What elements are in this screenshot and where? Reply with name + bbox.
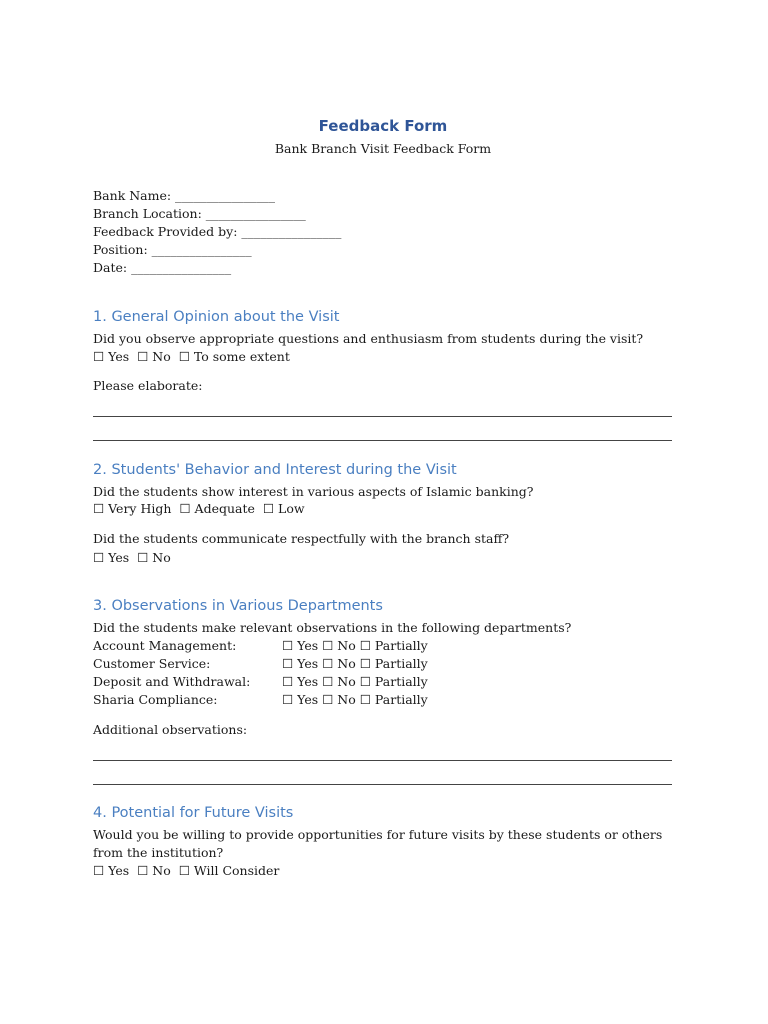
section-1-options[interactable]: ☐ Yes ☐ No ☐ To some extent xyxy=(93,349,290,364)
department-row xyxy=(93,674,250,690)
observations-line-2[interactable] xyxy=(93,784,672,785)
observations-line-1[interactable] xyxy=(93,760,672,761)
section-1-question: Did you observe appropriate questions and enthusiasm from students during the visit? xyxy=(93,331,644,346)
section-1-heading: 1. General Opinion about the Visit xyxy=(93,309,340,325)
section-2-options-1[interactable]: ☐ Very High ☐ Adequate ☐ Low xyxy=(93,501,305,516)
section-4-options[interactable]: ☐ Yes ☐ No ☐ Will Consider xyxy=(93,863,280,878)
section-2-question-1: Did the students show interest in various aspects of Islamic banking? xyxy=(93,484,534,499)
additional-observations-label: Additional observations: xyxy=(93,722,248,737)
department-label: Account Management: xyxy=(93,638,237,653)
section-2-question-2: Did the students communicate respectfully with the branch staff? xyxy=(93,531,510,546)
bank-name-field[interactable]: Bank Name: ________________ xyxy=(93,188,276,203)
department-options[interactable]: ☐ Yes ☐ No ☐ Partially xyxy=(282,674,428,689)
section-3-question: Did the students make relevant observations in the following departments? xyxy=(93,620,572,635)
position-field[interactable]: Position: ________________ xyxy=(93,242,252,257)
section-4-heading: 4. Potential for Future Visits xyxy=(93,805,294,821)
branch-location-field[interactable]: Branch Location: ________________ xyxy=(93,206,306,221)
page-title: Feedback Form xyxy=(318,117,448,135)
section-4-question: Would you be willing to provide opportunities for future visits by these students or others from the institution? xyxy=(93,827,663,860)
feedback-provider-field[interactable]: Feedback Provided by: ________________ xyxy=(93,224,342,239)
department-label: Customer Service: xyxy=(93,656,211,671)
department-label: Deposit and Withdrawal: xyxy=(93,674,251,689)
section-3-heading: 3. Observations in Various Departments xyxy=(93,598,383,614)
section-2-options-2[interactable]: ☐ Yes ☐ No xyxy=(93,550,171,565)
page-subtitle: Bank Branch Visit Feedback Form xyxy=(274,141,492,156)
elaborate-line-2[interactable] xyxy=(93,440,672,441)
department-label: Sharia Compliance: xyxy=(93,692,218,707)
department-options[interactable]: ☐ Yes ☐ No ☐ Partially xyxy=(282,692,428,707)
elaborate-line-1[interactable] xyxy=(93,416,672,417)
department-options[interactable]: ☐ Yes ☐ No ☐ Partially xyxy=(282,656,428,671)
department-options[interactable]: ☐ Yes ☐ No ☐ Partially xyxy=(282,638,428,653)
section-2-heading: 2. Students' Behavior and Interest during the Visit xyxy=(93,462,457,478)
department-row xyxy=(93,638,236,654)
elaborate-label: Please elaborate: xyxy=(93,378,203,393)
department-row xyxy=(93,656,210,672)
date-field[interactable]: Date: ________________ xyxy=(93,260,232,275)
department-row xyxy=(93,692,218,708)
